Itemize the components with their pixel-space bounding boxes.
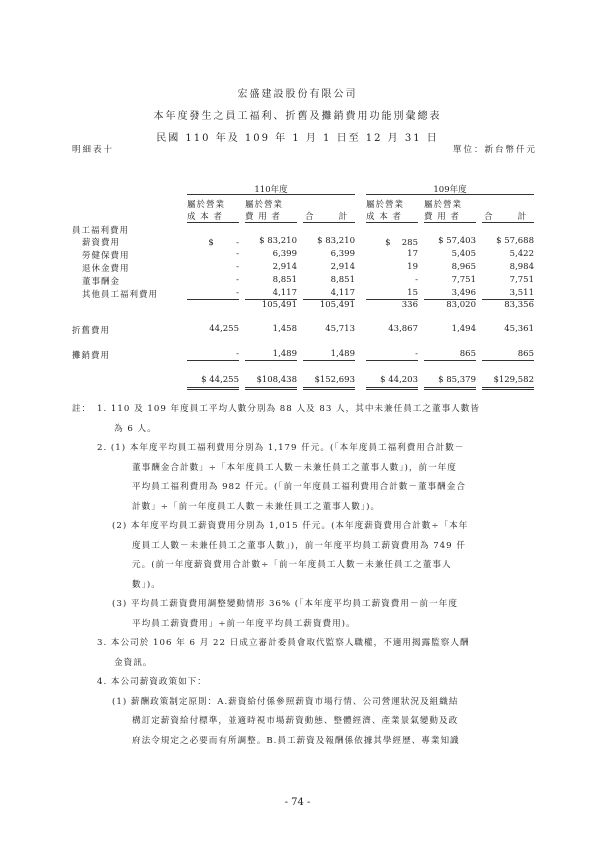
cell: 1,458 — [272, 324, 297, 334]
hdr-rule-6 — [482, 222, 534, 223]
hdr-rule-1 — [187, 222, 239, 223]
report-period: 民國 110 年及 109 年 1 月 1 日至 12 月 31 日 — [156, 133, 439, 144]
notes-block — [97, 400, 480, 751]
note-line: 府法令規定之必要而有所調整。B.員工薪資及報酬係依據其學經歷、專業知識 — [132, 735, 460, 746]
cell: 19 — [407, 262, 418, 272]
table-row — [72, 275, 542, 287]
note-line: 計數」÷「前一年度員工人數－未兼任員工之董事人數」)。 — [132, 501, 381, 512]
note-line: 構訂定薪資給付標準，並適時視市場薪資動態、整體經濟、產業景氣變動及政 — [132, 716, 459, 726]
cell: 105,491 — [261, 300, 297, 310]
cell: $129,582 — [493, 375, 534, 385]
table-row-subtotal — [72, 300, 542, 312]
cell: - — [236, 275, 239, 285]
note-line: 4. 本公司薪資政策如下： — [97, 677, 207, 687]
year-current-header: 110年度 — [254, 185, 288, 195]
hdr-rule-5 — [424, 222, 476, 223]
expense-header-1: 屬於營業 — [245, 200, 284, 210]
sub-rule — [424, 360, 476, 361]
cell: 1,489 — [272, 349, 297, 359]
cell: 17 — [407, 249, 418, 259]
cell: $152,693 — [314, 375, 355, 385]
cell: - — [236, 262, 239, 272]
total-header-prior: 合 計 — [484, 212, 527, 222]
note-line: 元。(前一年度薪資費用合計數÷「前一年度員工人數－未兼任員工之董事人 — [132, 560, 452, 570]
note-line: 度員工人數－未兼任員工之董事人數」)，前一年度平均員工薪資費用為 749 仟 — [132, 540, 466, 551]
note-line: 2. (1) 本年度平均員工福利費用分別為 1,179 仟元。(「本年度員工福利費用合計數－ — [97, 443, 465, 453]
note-line: 金資訊。 — [114, 657, 153, 668]
row-label: 董事酬金 — [82, 277, 121, 287]
sub-rule — [187, 360, 239, 361]
cell: 8,965 — [451, 262, 476, 272]
cell: $ 57,403 — [438, 236, 476, 246]
cell: 1,489 — [330, 349, 355, 359]
expense-header-prior-2: 費 用 者 — [424, 212, 460, 222]
cell: $ 57,688 — [496, 236, 534, 246]
total-rule — [424, 387, 476, 390]
cell: $ 83,210 — [259, 236, 297, 246]
cell: 83,020 — [446, 300, 476, 310]
cell: $ 83,210 — [317, 236, 355, 246]
expense-header-prior-1: 屬於營業 — [424, 200, 463, 210]
note-line: (2) 本年度平均員工薪資費用分別為 1,015 仟元。(本年度薪資費用合計數÷「本年 — [112, 521, 469, 531]
cell: 45,713 — [325, 324, 355, 334]
note-line: 數」)。 — [132, 579, 161, 590]
company-name: 宏盛建設股份有限公司 — [237, 89, 358, 100]
notes-prefix: 註： — [72, 404, 92, 414]
cell: 6,399 — [272, 249, 297, 259]
note-line: 3. 本公司於 106 年 6 月 22 日成立審計委員會取代監察人職權，不適用揭露監察人酬 — [97, 638, 470, 648]
note-line: 平均員工薪資費用」÷前一年度平均員工薪資費用)。 — [132, 618, 356, 629]
schedule-label: 明細表十 — [72, 145, 115, 155]
cell: 83,356 — [504, 300, 534, 310]
row-label: 勞健保費用 — [82, 251, 130, 261]
row-label: 攤銷費用 — [72, 351, 111, 361]
row-label: 折舊費用 — [72, 326, 111, 336]
sub-rule — [245, 360, 297, 361]
cell: 105,491 — [319, 300, 355, 310]
cell: 3,511 — [509, 288, 534, 298]
cell: 865 — [459, 349, 476, 359]
table-row — [72, 236, 542, 248]
cell: $ 44,203 — [380, 375, 418, 385]
cell: 15 — [407, 288, 418, 298]
note-line: 1. 110 及 109 年度員工平均人數分別為 88 人及 83 人，其中未兼任員工之董事人數皆 — [97, 404, 480, 414]
cell: 7,751 — [451, 275, 476, 285]
cell: 43,867 — [388, 324, 418, 334]
cell: 45,361 — [504, 324, 534, 334]
cell: - — [415, 275, 418, 285]
table-row — [72, 249, 542, 261]
total-rule — [245, 387, 297, 390]
cell: 865 — [517, 349, 534, 359]
cell: - — [415, 349, 418, 359]
total-rule — [303, 387, 355, 390]
cell: 4,117 — [272, 288, 297, 298]
report-title: 本年度發生之員工福利、折舊及攤銷費用功能別彙總表 — [153, 111, 442, 122]
cell: 8,851 — [330, 275, 355, 285]
cell: $ 44,255 — [201, 375, 239, 385]
row-label: 其他員工福利費用 — [82, 290, 159, 300]
sub-rule — [482, 360, 534, 361]
table-row — [72, 224, 542, 236]
cell: $ - — [208, 238, 239, 248]
note-line: (1) 薪酬政策制定原則：A.薪資給付係參照薪資市場行情、公司營運狀況及組織結 — [112, 696, 459, 707]
cost-header-prior-1: 屬於營業 — [366, 200, 405, 210]
note-line: 平均員工福利費用為 982 仟元。(「前一年度員工福利費用合計數－董事酬金合 — [132, 482, 466, 492]
cell: 5,422 — [509, 249, 534, 259]
cell: 6,399 — [330, 249, 355, 259]
cell: 8,851 — [272, 275, 297, 285]
cell: 2,914 — [330, 262, 355, 272]
sub-rule — [303, 360, 355, 361]
cost-header-prior-2: 成 本 者 — [366, 212, 402, 222]
page-number: - 74 - — [284, 797, 311, 808]
hdr-rule-2 — [245, 222, 297, 223]
cell: $ 285 — [385, 238, 418, 248]
total-rule — [366, 387, 418, 390]
sub-rule — [366, 360, 418, 361]
note-line: 董事酬金合計數」÷「本年度員工人數－未兼任員工之董事人數」)，前一年度 — [132, 462, 457, 473]
row-label: 薪資費用 — [82, 238, 121, 248]
year-current-rule — [187, 194, 355, 195]
expense-header-2: 費 用 者 — [245, 212, 281, 222]
cost-header-2: 成 本 者 — [187, 212, 223, 222]
row-label: 退休金費用 — [82, 264, 130, 274]
year-prior-rule — [366, 194, 534, 195]
cell: - — [236, 349, 239, 359]
cell: 44,255 — [209, 324, 239, 334]
cell: - — [236, 249, 239, 259]
cell: $ 85,379 — [438, 375, 476, 385]
table-row — [72, 262, 542, 274]
unit-label: 單位：新台幣仟元 — [452, 145, 537, 155]
table-row — [72, 324, 542, 336]
cell: 7,751 — [509, 275, 534, 285]
cell: 5,405 — [451, 249, 476, 259]
cell: 3,496 — [451, 288, 476, 298]
total-header: 合 計 — [305, 212, 348, 222]
cell: - — [236, 288, 239, 298]
hdr-rule-3 — [303, 222, 355, 223]
cell: 2,914 — [272, 262, 297, 272]
cell: 336 — [401, 300, 418, 310]
note-line: (3) 平均員工薪資費用調整變動情形 36% (「本年度平均員工薪資費用－前一年度 — [112, 599, 458, 609]
total-rule — [482, 387, 534, 390]
hdr-rule-4 — [366, 222, 418, 223]
cost-header-1: 屬於營業 — [187, 200, 226, 210]
note-line: 為 6 人。 — [114, 423, 157, 434]
cell: 8,984 — [509, 262, 534, 272]
table-row-total — [72, 375, 542, 387]
year-prior-header: 109年度 — [433, 185, 467, 195]
cell: $108,438 — [256, 375, 297, 385]
row-label: 員工福利費用 — [72, 226, 130, 236]
total-rule — [187, 387, 239, 390]
cell: 4,117 — [330, 288, 355, 298]
cell: 1,494 — [451, 324, 476, 334]
